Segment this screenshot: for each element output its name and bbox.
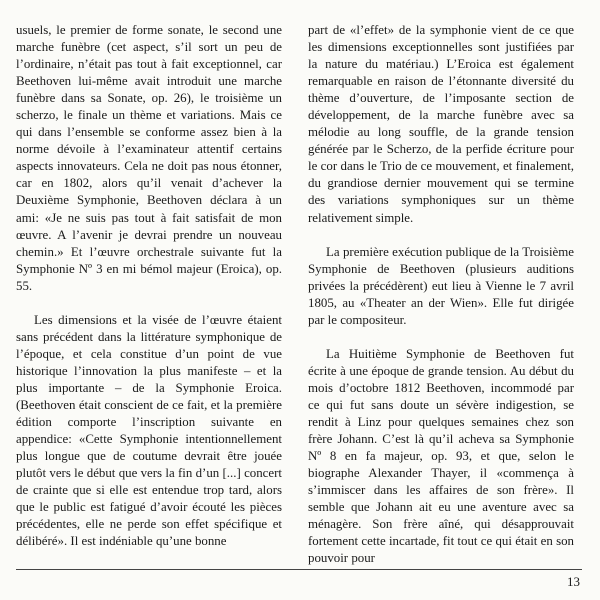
left-column bbox=[16, 22, 282, 550]
paragraph: La Huitième Symphonie de Beethoven fut écrite à une époque de grande tension. Au début du mois d’octobre 1812 Beethoven, incommodé par ce qui fut sans doute un sévère indigestion, se rendit à Linz pour quelques semaines chez son frère Johann. C’est là qu’il acheva sa Symphonie Nº 8 en fa majeur, op. 93, et que, selon le biographe Alexander Thayer, il «commença à s’immiscer dans les affaires de son frère». Il semble que Johann ait eu une aventure avec sa ménagère. Son frère aîné, qui désapprouvait fortement cette incartade, fit tout ce qui était en son pouvoir pour bbox=[308, 346, 574, 566]
paragraph-continuation: part de «l’effet» de la symphonie vient de ce que les dimensions exceptionnelles sont justifiées par la nature du matériau.) L’Eroica est également remarquable en raison de l’étonnante diversité du thème d’ouverture, de l’imposante section de développement, de la marche funèbre avec sa mélodie au long souffle, de la grande tension générée par le Scherzo, de la perfide écriture pour le cor dans le Trio de ce mouvement, et finalement, du grandiose dernier mouvement qui se termine des variations symphoniques sur un thème relativement simple. bbox=[308, 23, 574, 225]
paragraph: La première exécution publique de la Troisième Symphonie de Beethoven (plusieurs auditions privées la précédèrent) eut lieu à Vienne le 7 avril 1805, au «Theater an der Wien». Elle fut dirigée par le compositeur. bbox=[308, 244, 574, 327]
page-number: 13 bbox=[567, 574, 580, 589]
footer-rule bbox=[16, 569, 582, 570]
paragraph-continuation: usuels, le premier de forme sonate, le second une marche funèbre (cet aspect, s’il sort un peu de l’ordinaire, n’était pas tout à fait exceptionnel, car Beethoven lui-même avait introduit une marche funèbre dans sa Sonate, op. 26), le troisième un scherzo, le finale un thème et variations. Mais ce qui dans l’ensemble se conforme assez bien à la norme dévoile à l’examinateur attentif certains aspects innovateurs. Cela ne doit pas nous étonner, car en 1802, alors qu’il venait d’achever la Deuxième Symphonie, Beethoven déclara à un ami: «Je ne suis pas tout à fait satisfait de mon œuvre. A l’avenir je devrai prendre un nouveau chemin.» Et l’œuvre orchestrale suivante fut la Symphonie Nº 3 en mi bémol majeur (Eroica), op. 55. bbox=[16, 23, 282, 293]
right-column bbox=[308, 22, 574, 567]
paragraph: Les dimensions et la visée de l’œuvre étaient sans précédent dans la littérature symphonique de l’époque, et cela constitue d’un point de vue historique l’innovation la plus manifeste – et la plus importante – de la Symphonie Eroica. (Beethoven était conscient de ce fait, et la première édition comporte l’inscription suivante en appendice: «Cette Symphonie intentionnellement plus longue que de coutume devrait être jouée plutôt vers le début que vers la fin d’un [...] concert de crainte que si elle est entendue trop tard, alors que le public est fatigué d’avoir écouté les pièces précédentes, elle ne perde son effet spécifique et délibéré». Il est indéniable qu’une bonne bbox=[16, 312, 282, 549]
